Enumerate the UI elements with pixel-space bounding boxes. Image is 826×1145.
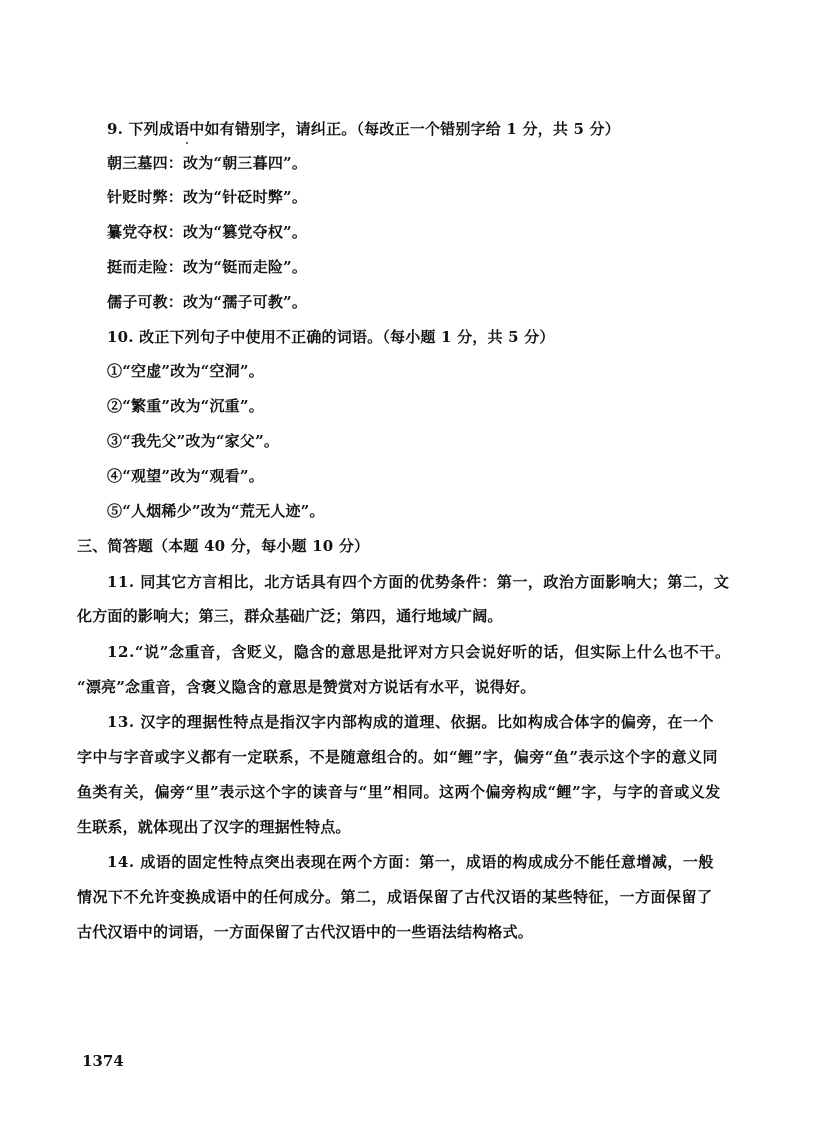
q13-line-2: 字中与字音或字义都有一定联系，不是随意组合的。如“鲤”字，偏旁“鱼”表示这个字的意义同 [77,748,719,766]
section3-heading: 三、简答题（本题 40 分，每小题 10 分） [77,537,370,555]
q10-item-2: ②“繁重”改为“沉重”。 [107,397,264,415]
q10-item-4: ④“观望”改为“观看”。 [107,467,264,485]
q14-line-2: 情况下不允许变换成语中的任何成分。第二，成语保留了古代汉语的某些特征，一方面保留了 [77,888,713,906]
ink-speck [186,142,188,144]
page-number: 1374 [82,1052,124,1070]
q10-item-5: ⑤“人烟稀少”改为“荒无人迹”。 [107,502,325,520]
q9-item-2: 针贬时弊：改为“针砭时弊”。 [107,188,308,206]
q13-line-3: 鱼类有关，偏旁“里”表示这个字的读音与“里”相同。这两个偏旁构成“鲤”字，与字的音或义发 [77,783,721,801]
q10-item-3: ③“我先父”改为“家父”。 [107,432,280,450]
q13-line-1: 13. 汉字的理据性特点是指汉字内部构成的道理、依据。比如构成合体字的偏旁，在一个 [107,713,714,731]
q10-item-1: ①“空虚”改为“空洞”。 [107,362,264,380]
q9-item-4: 挺而走险：改为“铤而走险”。 [107,258,308,276]
q9-item-1: 朝三墓四：改为“朝三暮四”。 [107,154,308,172]
q9-item-5: 儒子可教：改为“孺子可教”。 [107,293,308,311]
q11-line-1: 11. 同其它方言相比，北方话具有四个方面的优势条件：第一，政治方面影响大；第二，文 [107,573,730,591]
q14-line-3: 古代汉语中的词语，一方面保留了古代汉语中的一些语法结构格式。 [77,923,534,941]
q13-line-4: 生联系，就体现出了汉字的理据性特点。 [77,818,351,836]
q14-line-1: 14. 成语的固定性特点突出表现在两个方面：第一，成语的构成成分不能任意增减，一般 [107,853,714,871]
q12-line-2: “漂亮”念重音，含褒义隐含的意思是赞赏对方说话有水平，说得好。 [77,678,536,696]
q10-stem: 10. 改正下列句子中使用不正确的词语。（每小题 1 分，共 5 分） [107,328,555,346]
q11-line-2: 化方面的影响大；第三，群众基础广泛；第四，通行地域广阔。 [77,607,503,625]
q12-line-1: 12.“说”念重音，含贬义，隐含的意思是批评对方只会说好听的话，但实际上什么也不干。 [107,643,731,661]
q9-item-3: 纂党夺权：改为“篡党夺权”。 [107,223,308,241]
q9-stem: 9. 下列成语中如有错别字，请纠正。（每改正一个错别字给 1 分，共 5 分） [107,120,620,138]
